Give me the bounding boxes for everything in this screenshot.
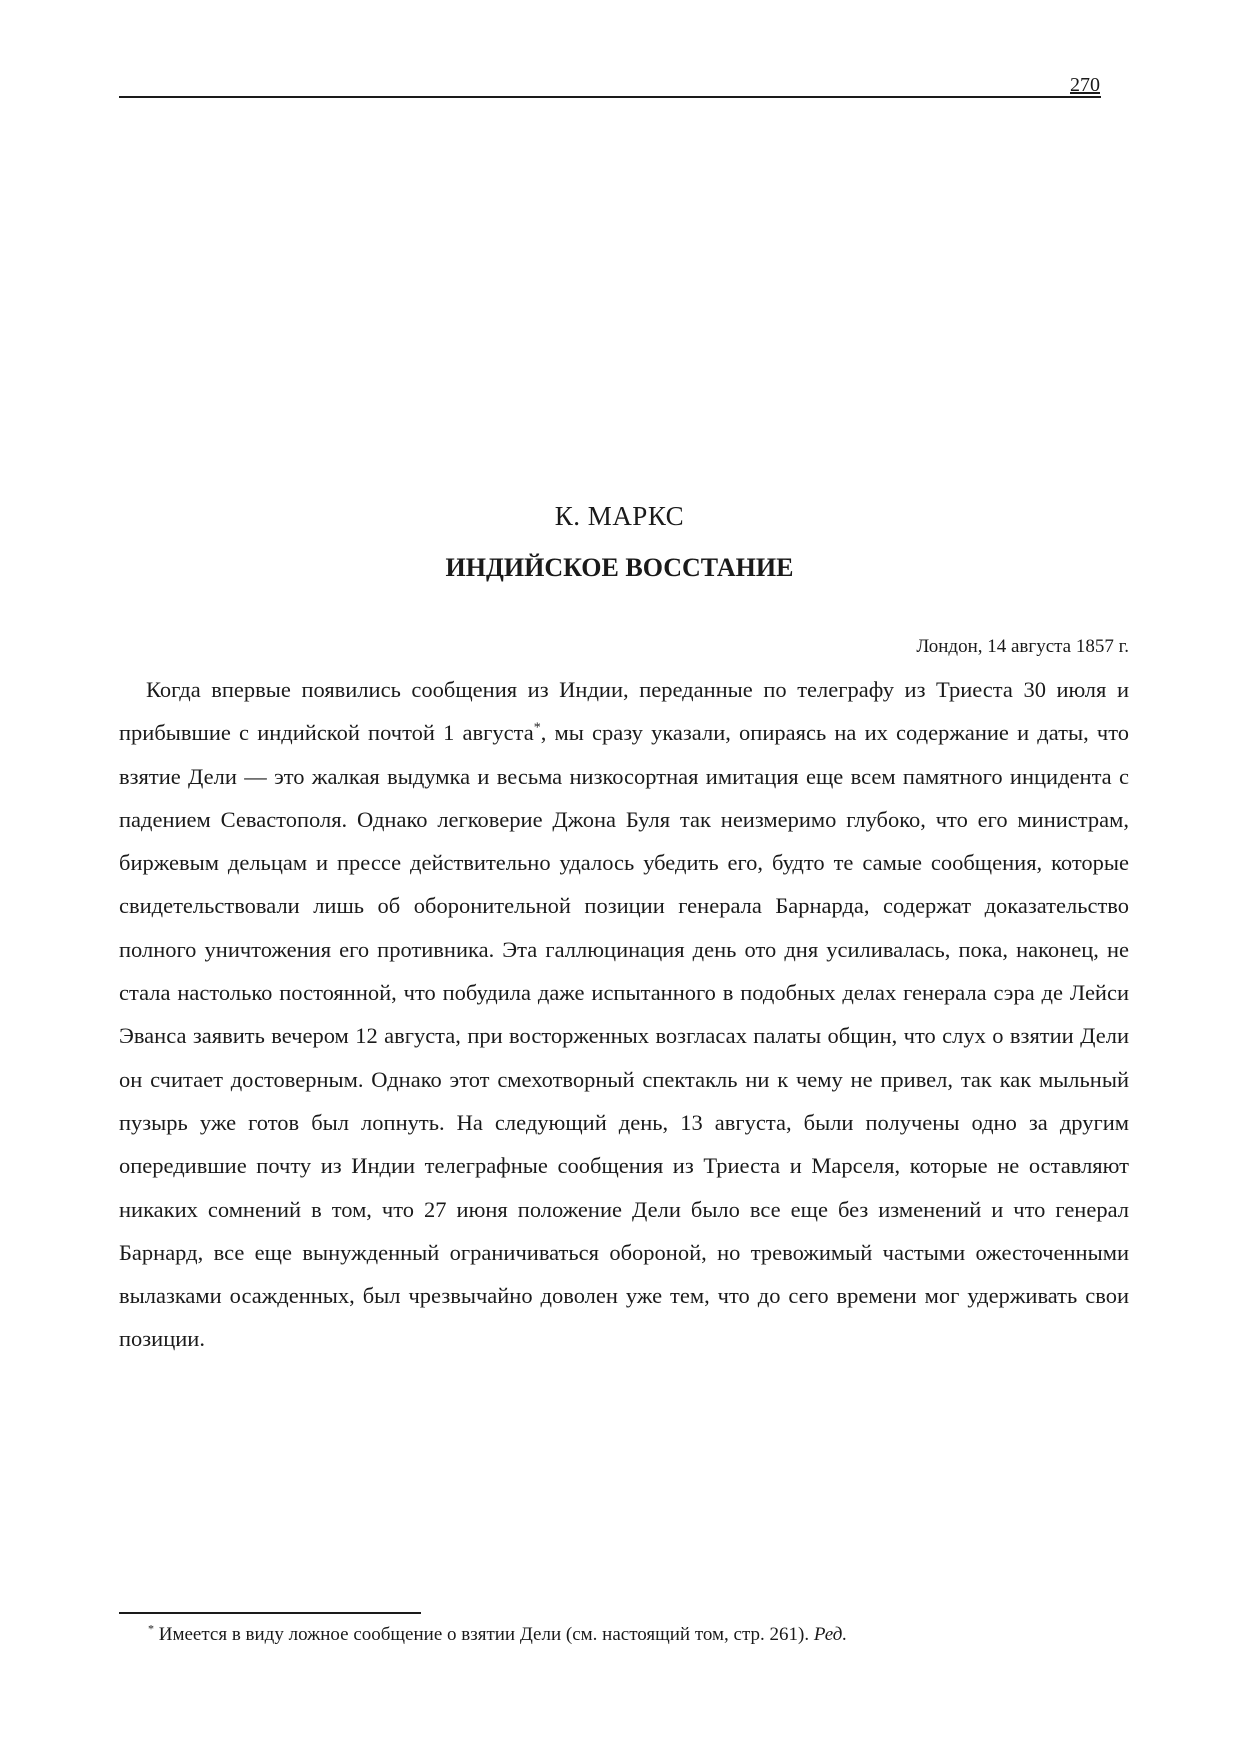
footnote-text: Имеется в виду ложное сообщение о взятии Дели (см. настоящий том, стр. 261). (154, 1624, 814, 1645)
article-title: ИНДИЙСКОЕ ВОССТАНИЕ (445, 553, 794, 582)
footnote (148, 1622, 1108, 1648)
header-rule (119, 96, 1101, 98)
article-dateline: Лондон, 14 августа 1857 г. (916, 636, 1129, 657)
article-body (119, 668, 1129, 1361)
footnote-marker: * (148, 1621, 154, 1636)
footnote-reference: * (533, 720, 541, 736)
body-text-part-1: Когда впервые появились сообщения из Индии, переданные по телеграфу из Триеста 30 июля и прибывшие с индийской почтой 1 августа (119, 677, 1129, 746)
body-text-part-2: , мы сразу указали, опираясь на их содержание и даты, что взятие Дели — это жалкая выдумка и весьма низкосортная имитация еще всем памятного инцидента с падением Севастополя. Однако легковерие Джона Буля так неизмеримо глубоко, что его министрам, биржевым дельцам и прессе действительно удалось убедить его, будто те самые сообщения, которые свидетельствовали лишь об оборонительной позиции генерала Барнарда, содержат доказательство полного уничтожения его противника. Эта галлюцинация день ото дня усиливалась, пока, наконец, не стала настолько постоянной, что побудила даже испытанного в подобных делах генерала сэра де Лейси Эванса заявить вечером 12 августа, при восторженных возгласах палаты общин, что слух о взятии Дели он считает достоверным. Однако этот смехотворный спектакль ни к чему не привел, так как мыльный пузырь уже готов был лопнуть. На следующий день, 13 августа, были получены одно за другим опередившие почту из Индии телеграфные сообщения из Триеста и Марселя, которые не оставляют никаких сомнений в том, что 27 июня положение Дели было все еще без изменений и что генерал Барнард, все еще вынужденный ограничиваться обороной, но тревожимый частыми ожесточенными вылазками осажденных, был чрезвычайно доволен уже тем, что до сего времени мог удерживать свои позиции. (119, 720, 1130, 1352)
footnote-editor-mark: Ред. (813, 1624, 848, 1645)
footnote-rule (119, 1612, 421, 1614)
article-author: К. МАРКС (554, 501, 685, 531)
page-number: 270 (1070, 74, 1100, 96)
